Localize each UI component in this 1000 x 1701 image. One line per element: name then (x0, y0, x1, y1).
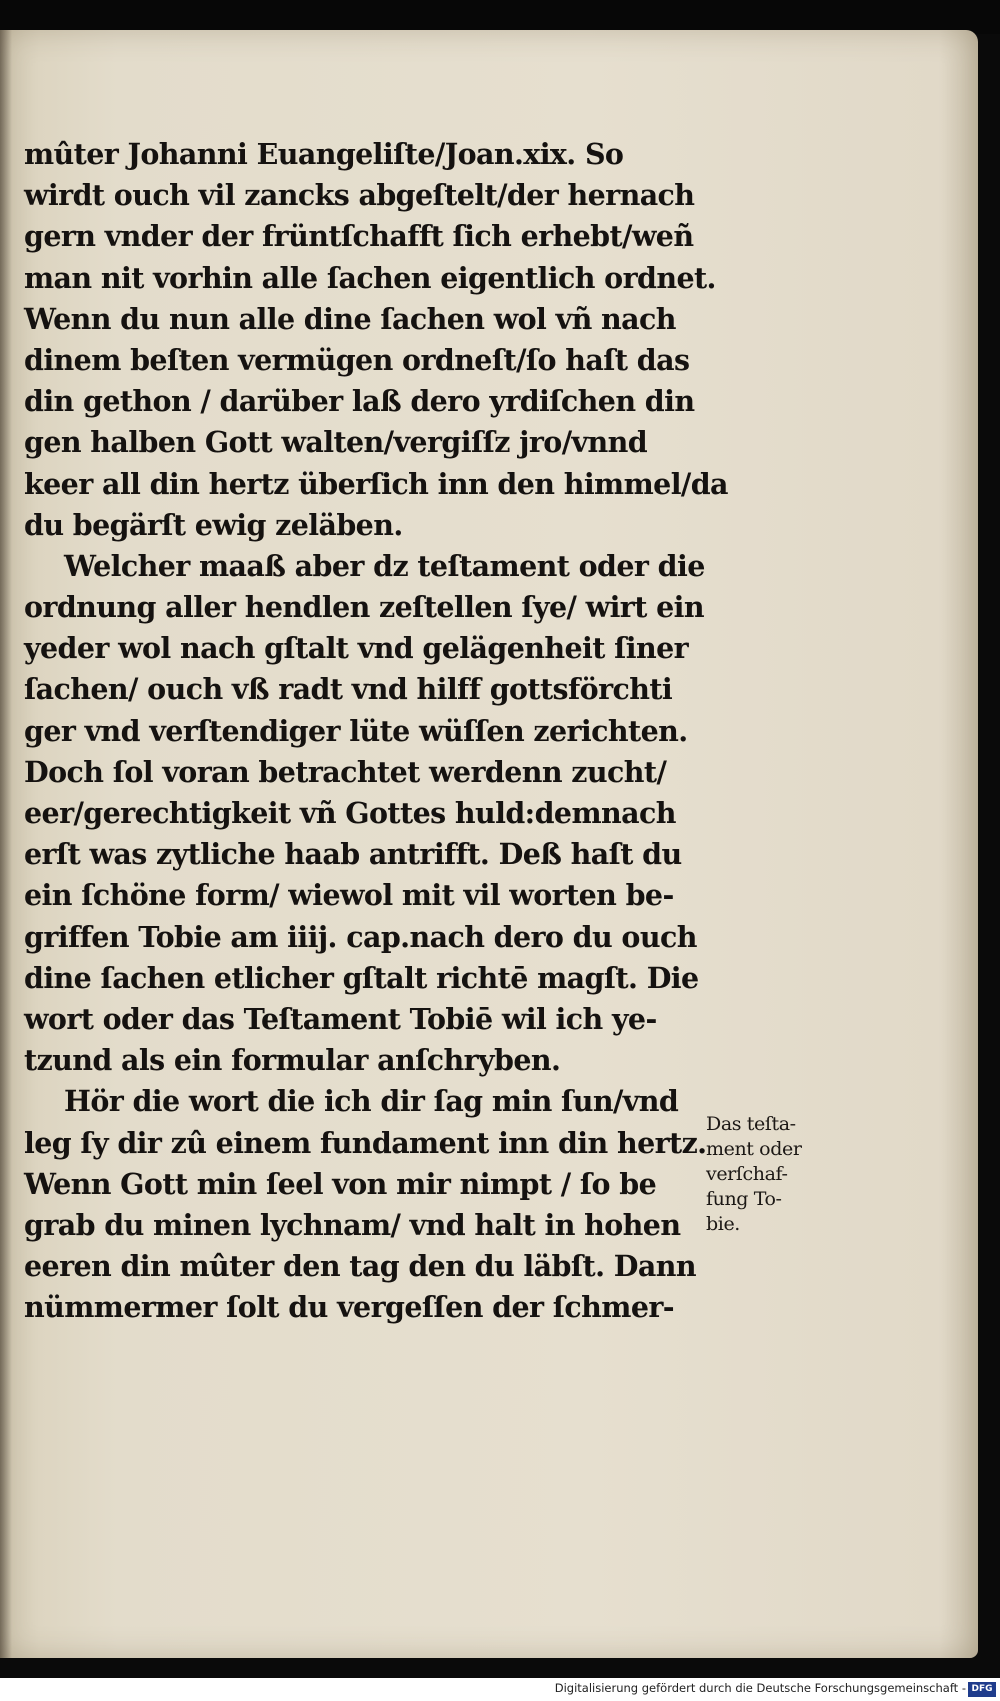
text-line: nümmermer ſolt du vergeſſen der ſchmer- (24, 1290, 675, 1325)
text-line: griffen Tobie am iiij. cap.nach dero du ouch (24, 919, 697, 954)
text-line: Welcher maaß aber dz teſtament oder die (64, 548, 705, 583)
text-line: ordnung aller hendlen zeſtellen ſye/ wirt ein (24, 590, 704, 625)
margin-note-line: verſchaf- (706, 1163, 788, 1185)
text-line: dinem beſten vermügen ordneſt/ſo haſt das (24, 342, 690, 377)
text-line: eeren din mûter den tag den du läbſt. Dann (24, 1249, 696, 1284)
text-line: leg ſy dir zû einem fundament inn din hertz. (24, 1125, 707, 1160)
marginal-note (706, 1112, 846, 1237)
text-line: tzund als ein formular anſchryben. (24, 1043, 561, 1078)
text-line: dine ſachen etlicher gſtalt richtē magſt. Die (24, 960, 699, 995)
digitization-footer (0, 1678, 1000, 1701)
text-line: yeder wol nach gſtalt vnd gelägenheit ſiner (24, 631, 689, 666)
text-line: Hör die wort die ich dir ſag min ſun/vnd (64, 1084, 679, 1119)
text-line: Doch ſol voran betrachtet werdenn zucht/ (24, 754, 667, 789)
dfg-logo: DFG (968, 1682, 996, 1697)
margin-note-line: fung To- (706, 1188, 782, 1210)
text-line: wort oder das Teſtament Tobiē wil ich ye- (24, 1001, 657, 1036)
scan-border-top (0, 0, 1000, 34)
text-line: ein ſchöne form/ wiewol mit vil worten be- (24, 878, 674, 913)
book-page (0, 30, 978, 1658)
text-line: eer/gerechtigkeit vñ Gottes huld:demnach (24, 796, 676, 830)
text-line: grab du minen lychnam/ vnd halt in hohen (24, 1207, 681, 1242)
text-line: wirdt ouch vil zancks abgeſtelt/der hernach (24, 178, 695, 213)
text-line: din gethon / darüber laß dero yrdiſchen din (24, 384, 695, 419)
text-line: gen halben Gott walten/vergiſſz jro/vnnd (24, 425, 648, 460)
footer-credit: Digitalisierung gefördert durch die Deutsche Forschungsgemeinschaft - (554, 1681, 966, 1695)
text-line: mûter Johanni Euangeliſte/Joan.xix. So (24, 137, 624, 171)
margin-note-line: bie. (706, 1213, 740, 1235)
text-line: keer all din hertz überſich inn den himmel/da (24, 466, 728, 501)
main-text-block (24, 134, 728, 1328)
text-line: Wenn du nun alle dine ſachen wol vñ nach (24, 301, 676, 336)
margin-note-line: ment oder (706, 1138, 802, 1160)
text-line: erſt was zytliche haab antrifft. Deß haſt du (24, 837, 682, 872)
text-line: man nit vorhin alle ſachen eigentlich ordnet. (24, 260, 716, 295)
text-line: gern vnder der früntſchafft ſich erhebt/weñ (24, 219, 694, 254)
margin-note-line: Das teſta- (706, 1113, 796, 1135)
text-line: du begärſt ewig zeläben. (24, 507, 403, 542)
text-line: ger vnd verſtendiger lüte wüſſen zerichten. (24, 713, 688, 748)
text-line: ſachen/ ouch vß radt vnd hilff gottsförchti (24, 672, 673, 707)
text-line: Wenn Gott min ſeel von mir nimpt / ſo be (24, 1166, 657, 1201)
